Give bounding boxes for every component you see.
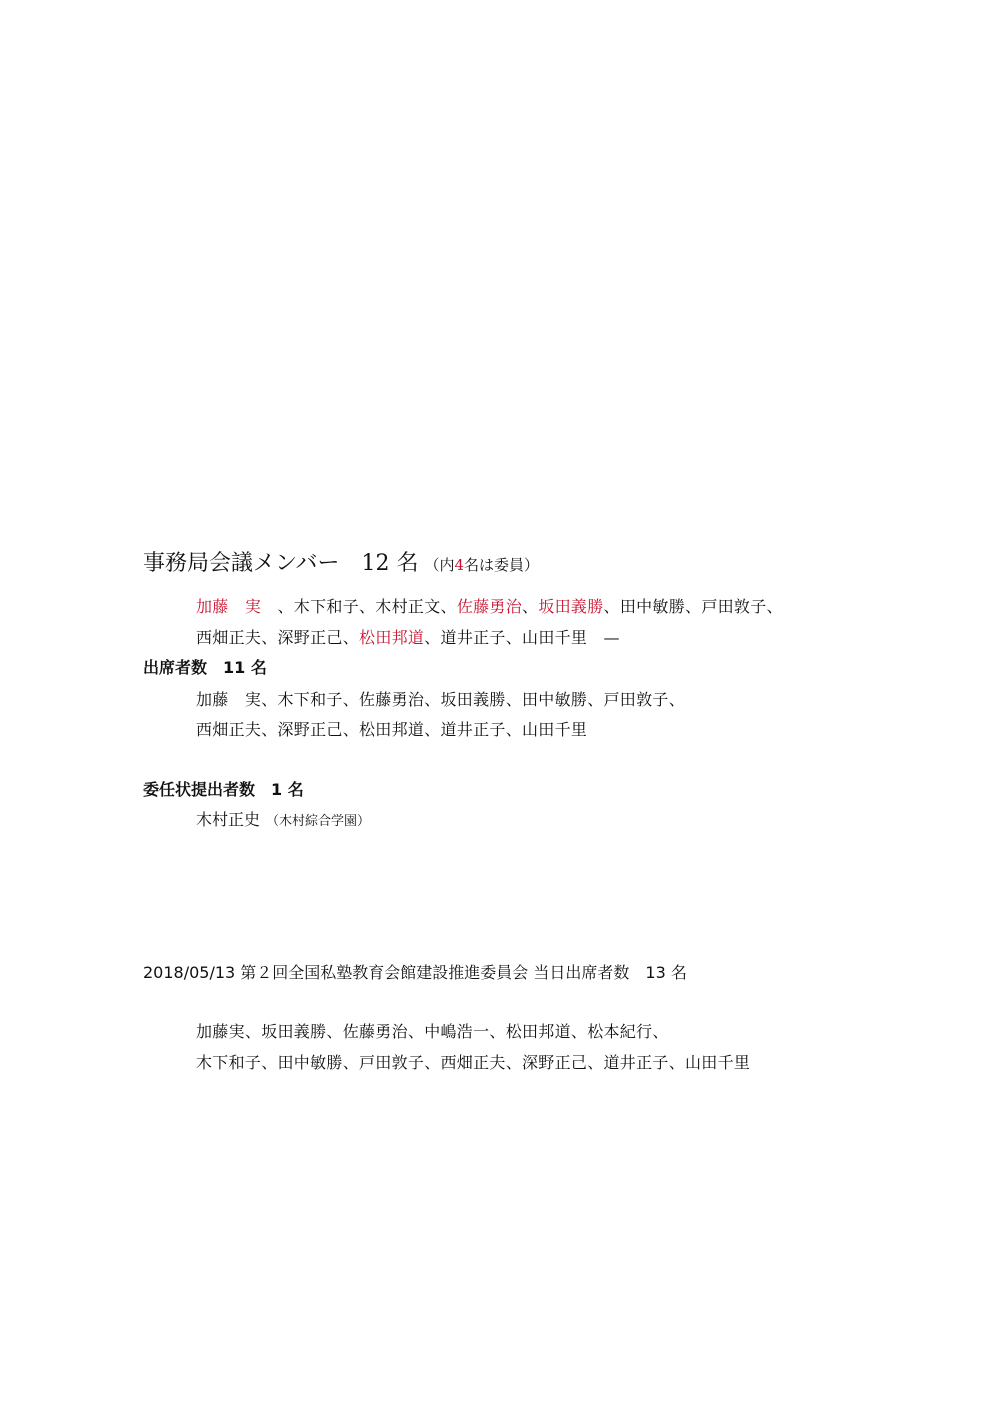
member-name-text: 、木下和子、木村正文、 bbox=[261, 597, 457, 616]
member-name-highlighted: 坂田義勝 bbox=[538, 597, 604, 616]
attendance-heading: 出席者数 11 名 bbox=[143, 658, 267, 677]
member-name-text: 、田中敏勝、戸田敦子、 bbox=[603, 597, 783, 616]
member-list-row-1 bbox=[196, 594, 783, 617]
proxy-affiliation: （木村綜合学園） bbox=[266, 814, 371, 829]
attendee-list-row-2: 西畑正夫、深野正己、松田邦道、道井正子、山田千里 bbox=[196, 720, 588, 739]
note-suffix: 名は委員） bbox=[464, 556, 540, 574]
member-name-text: 、道井正子、山田千里 — bbox=[424, 628, 620, 647]
proxy-entry bbox=[196, 807, 370, 830]
committee-meeting-heading: 2018/05/13 第２回全国私塾教育会館建設推進委員会 当日出席者数 13 名 bbox=[143, 963, 687, 982]
member-list-row-2 bbox=[196, 625, 620, 648]
member-name-text: 、 bbox=[522, 597, 539, 616]
proxy-heading: 委任状提出者数 1 名 bbox=[143, 780, 304, 799]
office-meeting-heading bbox=[143, 546, 539, 577]
attendee-list-row-1: 加藤 実、木下和子、佐藤勇治、坂田義勝、田中敏勝、戸田敦子、 bbox=[196, 690, 686, 709]
note-number: 4 bbox=[454, 556, 465, 574]
committee-member-note bbox=[424, 556, 539, 574]
member-name-highlighted: 佐藤勇治 bbox=[456, 597, 523, 616]
member-name-highlighted: 加藤 実 bbox=[196, 597, 262, 616]
office-meeting-title: 事務局会議メンバー 12 名 bbox=[143, 551, 419, 576]
committee-attendee-row-2: 木下和子、田中敏勝、戸田敦子、西畑正夫、深野正己、道井正子、山田千里 bbox=[196, 1053, 751, 1072]
proxy-name: 木村正史 bbox=[196, 810, 261, 829]
member-name-highlighted: 松田邦道 bbox=[359, 628, 425, 647]
member-name-text: 西畑正夫、深野正己、 bbox=[196, 628, 360, 647]
note-prefix: （内 bbox=[424, 556, 455, 574]
committee-attendee-row-1: 加藤実、坂田義勝、佐藤勇治、中嶋浩一、松田邦道、松本紀行、 bbox=[196, 1022, 669, 1041]
